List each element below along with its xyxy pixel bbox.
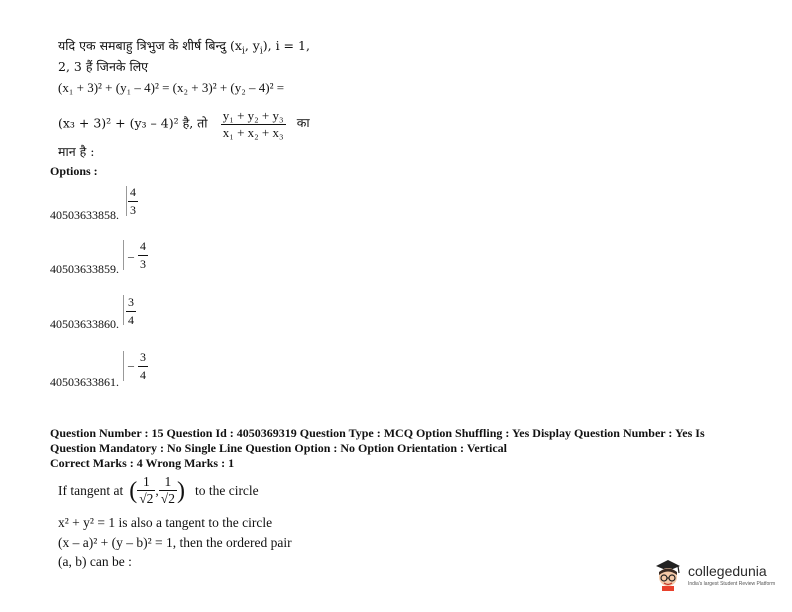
q15-line4: (a, b) can be : [58, 554, 132, 569]
option-1-marker [126, 186, 127, 216]
option-4-fraction[interactable]: 3 4 [140, 350, 146, 382]
option-4-sign: – [128, 358, 134, 372]
q15-line1: If tangent at ( $\frac{1}{√2}$ , $\frac{1}{√2}$ ) to the circle [58, 474, 259, 506]
options-label: Options : [50, 164, 98, 178]
collegedunia-tagline: India's largest Student Review Platform [688, 581, 776, 587]
q15-fraction-x: $\frac{1}{√2}$ [139, 474, 154, 506]
q15-meta-line3: Correct Marks : 4 Wrong Marks : 1 [50, 456, 235, 470]
q15-meta-line2: Question Mandatory : No Single Line Question Option : No Option Orientation : Vertical [50, 441, 508, 455]
option-2-sign: – [128, 249, 134, 263]
option-3-fraction[interactable]: 3 4 [128, 295, 134, 327]
collegedunia-mascot-icon [650, 556, 686, 592]
option-id-2: 40503633859. [50, 262, 119, 276]
option-id-3: 40503633860. [50, 317, 119, 331]
q15-meta-line1: Question Number : 15 Question Id : 4050369319 Question Type : MCQ Option Shuffling : Yes Display Question Number : Yes Is [50, 426, 705, 440]
q14-line1: यदि एक समबाहु त्रिभुज के शीर्ष बिन्दु ($x_i$, $y_i$), i = 1, [58, 38, 310, 57]
q14-line4: (x₃ + 3)² + (y₃ – 4)² है, तो $\frac{\text{y₁ + y₂ + y₃}}{\text{x₁ + x₂ + x₃}}$ का [58, 108, 310, 140]
q14-equation-line: (x₁ + 3)² + (y₁ – 4)² = (x₂ + 3)² + (y₂ – 4)² = [58, 80, 285, 95]
q14-line2: 2, 3 हैं जिनके लिए [58, 59, 149, 74]
q15-line3: (x – a)² + (y – b)² = 1, then the ordered pair [58, 535, 292, 550]
q14-ratio-fraction: $\frac{\text{y₁ + y₂ + y₃}}{\text{x₁ + x₂ + x₃}}$ [222, 108, 284, 140]
option-3-marker [123, 295, 124, 325]
q15-line2: x² + y² = 1 is also a tangent to the circle [58, 515, 273, 530]
option-1-fraction[interactable]: 4 3 [130, 185, 136, 217]
option-id-1: 40503633858. [50, 208, 119, 222]
option-2-marker [123, 240, 124, 270]
q15-fraction-y: $\frac{1}{√2}$ [160, 474, 175, 506]
q14-line5: मान है : [58, 144, 95, 159]
option-4-marker [123, 351, 124, 381]
collegedunia-logo-text: collegedunia [688, 563, 767, 579]
option-2-fraction[interactable]: 4 3 [140, 239, 146, 271]
option-id-4: 40503633861. [50, 375, 119, 389]
